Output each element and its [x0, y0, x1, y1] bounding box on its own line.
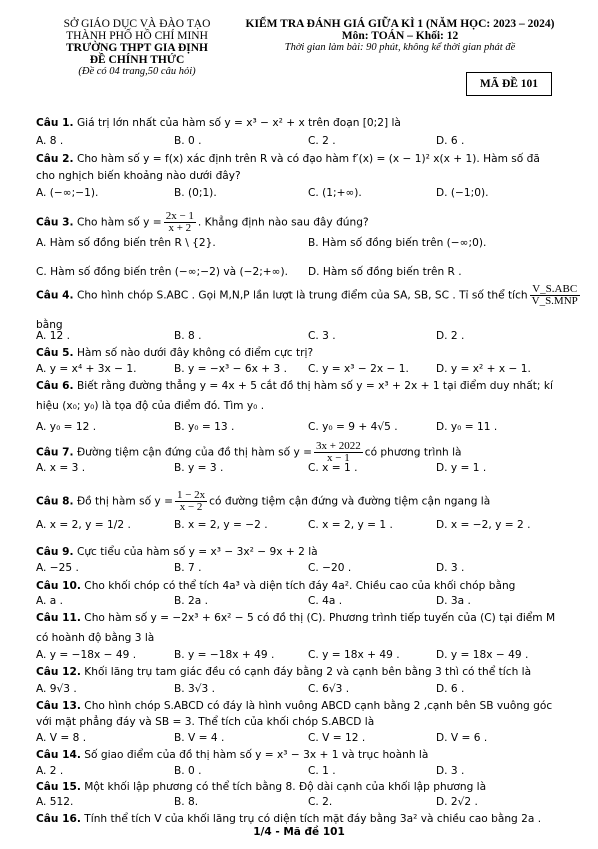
fraction: [175, 490, 207, 513]
answer-options: [36, 186, 576, 200]
question-text: Cho hình chóp S.ABCD có đáy là hình vuông ABCD cạnh bằng 2 ,cạnh bên SB vuông góc: [84, 700, 553, 712]
answer-option-d[interactable]: D. 6 .: [436, 135, 465, 147]
fraction-numerator: 3x + 2022: [316, 440, 361, 452]
answer-option-d[interactable]: D. (−1;0).: [436, 187, 489, 199]
question-number: Câu 10.: [36, 580, 81, 592]
answer-option-c[interactable]: C. x = 2, y = 1 .: [308, 519, 393, 531]
question-number: Câu 7.: [36, 446, 74, 459]
answer-option-a[interactable]: A. (−∞;−1).: [36, 187, 99, 199]
answer-option-b[interactable]: B. V = 4 .: [174, 732, 225, 744]
question-text: Tính thể tích V của khối lăng trụ có diện tích mặt đáy bằng 3a² và chiều cao bằng 2a .: [84, 813, 542, 825]
question-number: Câu 3.: [36, 216, 74, 229]
answer-options: [36, 561, 576, 575]
fraction-denominator: x − 2: [179, 501, 203, 513]
answer-options: [36, 682, 576, 696]
answer-option-b[interactable]: B. 0 .: [174, 135, 202, 147]
question-text-line2: với mặt phẳng đáy và SB = 3. Thể tích của khối chóp S.ABCD là: [36, 716, 375, 728]
answer-option-b[interactable]: B. 2a .: [174, 595, 208, 607]
fraction: [530, 284, 580, 307]
question-text: Cực tiểu của hàm số y = x³ − 3x² − 9x + 2 là: [76, 546, 318, 558]
fraction: [164, 211, 196, 234]
answer-options-row: [36, 236, 576, 250]
question-number: Câu 2.: [36, 153, 74, 165]
answer-options: [36, 594, 576, 608]
answer-option-d[interactable]: D. y = 18x − 49 .: [436, 649, 529, 661]
question-number: Câu 13.: [36, 700, 81, 712]
answer-option-b[interactable]: B. (0;1).: [174, 187, 217, 199]
fraction-denominator: V_S.MNP: [531, 295, 578, 307]
question-text: Một khối lập phương có thể tích bằng 8. Độ dài cạnh của khối lập phương là: [84, 781, 487, 793]
question-2-continued: [36, 169, 576, 184]
answer-option-b[interactable]: B. 7 .: [174, 562, 202, 574]
answer-options: [36, 134, 576, 148]
answer-options: [36, 518, 576, 532]
question-text: Đường tiệm cận đứng của đồ thị hàm số y =: [76, 446, 313, 459]
answer-option-b[interactable]: B. 8.: [174, 796, 199, 808]
exam-title: KIỂM TRA ĐÁNH GIÁ GIỮA KÌ 1 (NĂM HỌC: 2023 – 2024): [245, 18, 555, 30]
header-left: [44, 18, 230, 78]
answer-option-a[interactable]: A. x = 3 .: [36, 462, 86, 474]
fraction-numerator: 2x − 1: [165, 210, 194, 222]
question-text: Cho hàm số y = f(x) xác định trên R và có đạo hàm f′(x) = (x − 1)² x(x + 1). Hàm số đã: [76, 153, 540, 165]
question-text: Số giao điểm của đồ thị hàm số y = x³ − 3x + 1 và trục hoành là: [84, 749, 429, 761]
question-text: Cho hàm số y =: [76, 216, 162, 229]
question-text-tail: có phương trình là: [364, 446, 462, 459]
answer-option-c[interactable]: C. 2 .: [308, 135, 336, 147]
question-number: Câu 1.: [36, 117, 74, 129]
question-text-line2: cho nghịch biến khoảng nào dưới đây?: [36, 170, 241, 182]
question-text-tail: . Khẳng định nào sau đây đúng?: [197, 216, 369, 229]
answer-option-b[interactable]: B. y = −18x + 49 .: [174, 649, 275, 661]
answer-option-c[interactable]: C. 6√3 .: [308, 683, 350, 695]
question-number: Câu 15.: [36, 781, 81, 793]
question-6-continued: [36, 399, 576, 414]
question-text-tail: có đường tiệm cận đứng và đường tiệm cận ngang là: [209, 495, 491, 508]
department-name: SỞ GIÁO DỤC VÀ ĐÀO TẠO: [63, 18, 211, 30]
answer-option-a[interactable]: A. y₀ = 12 .: [36, 421, 97, 433]
answer-option-b[interactable]: B. Hàm số đồng biến trên (−∞;0).: [308, 237, 487, 249]
answer-option-d[interactable]: D. 3a .: [436, 595, 471, 607]
answer-option-d[interactable]: D. 2√2 .: [436, 796, 478, 808]
answer-options: [36, 461, 576, 475]
page-footer: 1/4 - Mã đề 101: [253, 826, 345, 838]
answer-option-c[interactable]: C. (1;+∞).: [308, 187, 362, 199]
fraction-numerator: V_S.ABC: [530, 284, 580, 296]
question-text: Khối lăng trụ tam giác đều có cạnh đáy bằng 2 và cạnh bên bằng 3 thì có thể tích là: [84, 666, 532, 678]
answer-option-a[interactable]: A. 2 .: [36, 765, 64, 777]
answer-option-c[interactable]: C. x = 1 .: [308, 462, 358, 474]
answer-option-b[interactable]: B. 3√3 .: [174, 683, 215, 695]
answer-option-d[interactable]: D. V = 6 .: [436, 732, 488, 744]
header-right: [240, 18, 560, 54]
answer-options: [36, 795, 576, 809]
question-2: [36, 152, 576, 167]
answer-option-d[interactable]: D. y = 1 .: [436, 462, 487, 474]
question-text: Đồ thị hàm số y =: [76, 495, 173, 508]
answer-option-c[interactable]: C. 1 .: [308, 765, 336, 777]
question-number: Câu 9.: [36, 546, 74, 558]
answer-option-a[interactable]: A. 512.: [36, 796, 74, 808]
question-15: [36, 780, 576, 795]
answer-options: [36, 731, 576, 745]
answer-option-a[interactable]: A. 8 .: [36, 135, 64, 147]
question-number: Câu 16.: [36, 813, 81, 825]
answer-option-c[interactable]: C. 2.: [308, 796, 333, 808]
answer-option-d[interactable]: D. y₀ = 11 .: [436, 421, 498, 433]
exam-code-box: MÃ ĐỀ 101: [466, 72, 552, 96]
answer-options: [36, 362, 576, 376]
answer-options-row: [36, 265, 576, 279]
question-text: Cho hàm số y = −2x³ + 6x² − 5 có đồ thị (C). Phương trình tiếp tuyến của (C) tại điểm M: [84, 612, 556, 624]
question-6: [36, 379, 576, 394]
exam-time: Thời gian làm bài: 90 phút, không kể thời gian phát đề: [284, 42, 516, 53]
question-text: Giá trị lớn nhất của hàm số y = x³ − x² + x trên đoạn [0;2] là: [76, 117, 401, 129]
answer-option-c[interactable]: C. Hàm số đồng biến trên (−∞;−2) và (−2;+∞).: [36, 266, 288, 278]
answer-option-b[interactable]: B. 8 .: [174, 330, 202, 342]
question-text: Cho khối chóp có thể tích 4a³ và diện tích đáy 4a². Chiều cao của khối chóp bằng: [84, 580, 516, 592]
question-number: Câu 8.: [36, 495, 74, 508]
question-8: [36, 490, 576, 513]
question-number: Câu 5.: [36, 347, 74, 359]
city-name: THÀNH PHỐ HỒ CHÍ MINH: [66, 30, 208, 42]
exam-subject: Môn: TOÁN – Khối: 12: [341, 30, 459, 42]
question-text-line2: có hoành độ bằng 3 là: [36, 632, 155, 644]
question-9: [36, 545, 576, 560]
answer-option-c[interactable]: C. y = x³ − 2x − 1.: [308, 363, 409, 375]
fraction-denominator: x − 1: [327, 452, 350, 464]
answer-option-b[interactable]: B. y₀ = 13 .: [174, 421, 235, 433]
answer-option-c[interactable]: C. V = 12 .: [308, 732, 366, 744]
question-text: Hàm số nào dưới đây không có điểm cực trị?: [76, 347, 314, 359]
answer-option-a[interactable]: A. x = 2, y = 1/2 .: [36, 519, 131, 531]
question-1: [36, 116, 576, 131]
fraction-numerator: 1 − 2x: [176, 489, 206, 501]
answer-option-d[interactable]: D. 3 .: [436, 765, 465, 777]
fraction-denominator: x + 2: [168, 222, 192, 234]
answer-option-c[interactable]: C. y = 18x + 49 .: [308, 649, 400, 661]
question-11: [36, 611, 576, 626]
answer-option-c[interactable]: C. y₀ = 9 + 4√5 .: [308, 421, 398, 433]
answer-option-c[interactable]: C. −20 .: [308, 562, 352, 574]
question-number: Câu 6.: [36, 380, 74, 392]
answer-option-c[interactable]: C. 3 .: [308, 330, 336, 342]
answer-option-d[interactable]: D. 6 .: [436, 683, 465, 695]
question-text: Biết rằng đường thẳng y = 4x + 5 cắt đồ thị hàm số y = x³ + 2x + 1 tại điểm duy nhất; kí: [76, 380, 553, 392]
answer-option-d[interactable]: D. 3 .: [436, 562, 465, 574]
answer-option-a[interactable]: A. −25 .: [36, 562, 79, 574]
question-14: [36, 748, 576, 763]
question-13: [36, 699, 576, 714]
official-label: ĐỀ CHÍNH THỨC: [89, 54, 185, 66]
answer-option-a[interactable]: A. y = −18x − 49 .: [36, 649, 137, 661]
answer-option-b[interactable]: B. 0 .: [174, 765, 202, 777]
school-name: TRƯỜNG THPT GIA ĐỊNH: [66, 42, 208, 54]
answer-options: [36, 329, 576, 343]
question-number: Câu 11.: [36, 612, 81, 624]
answer-option-a[interactable]: A. a .: [36, 595, 64, 607]
question-10: [36, 579, 576, 594]
question-number: Câu 12.: [36, 666, 81, 678]
answer-option-b[interactable]: B. y = 3 .: [174, 462, 224, 474]
answer-option-d[interactable]: D. Hàm số đồng biến trên R .: [308, 266, 462, 278]
answer-option-a[interactable]: A. 12 .: [36, 330, 71, 342]
answer-option-a[interactable]: A. Hàm số đồng biến trên R \ {2}.: [36, 237, 216, 249]
answer-options: [36, 764, 576, 778]
answer-option-c[interactable]: C. 4a .: [308, 595, 343, 607]
question-13-continued: [36, 715, 576, 730]
answer-option-d[interactable]: D. 2 .: [436, 330, 465, 342]
question-text-line2: bằng: [36, 319, 63, 331]
answer-option-a[interactable]: A. 9√3 .: [36, 683, 77, 695]
answer-options: [36, 420, 576, 434]
answer-options: [36, 648, 576, 662]
question-number: Câu 4.: [36, 289, 74, 302]
answer-option-b[interactable]: B. x = 2, y = −2 .: [174, 519, 268, 531]
answer-option-a[interactable]: A. V = 8 .: [36, 732, 87, 744]
answer-option-d[interactable]: D. y = x² + x − 1.: [436, 363, 531, 375]
question-text-line2: hiệu (x₀; y₀) là tọa độ của điểm đó. Tìm y₀ .: [36, 400, 265, 412]
question-5: [36, 346, 576, 361]
question-11-continued: [36, 631, 576, 646]
answer-option-b[interactable]: B. y = −x³ − 6x + 3 .: [174, 363, 287, 375]
answer-option-d[interactable]: D. x = −2, y = 2 .: [436, 519, 531, 531]
question-4: [36, 284, 576, 307]
exam-note: (Đề có 04 trang,50 câu hỏi): [78, 66, 196, 77]
question-12: [36, 665, 576, 680]
answer-option-a[interactable]: A. y = x⁴ + 3x − 1.: [36, 363, 137, 375]
question-16: [36, 812, 576, 827]
question-3: [36, 211, 576, 234]
question-text: Cho hình chóp S.ABC . Gọi M,N,P lần lượt là trung điểm của SA, SB, SC . Tỉ số thể tích: [76, 289, 528, 302]
question-number: Câu 14.: [36, 749, 81, 761]
